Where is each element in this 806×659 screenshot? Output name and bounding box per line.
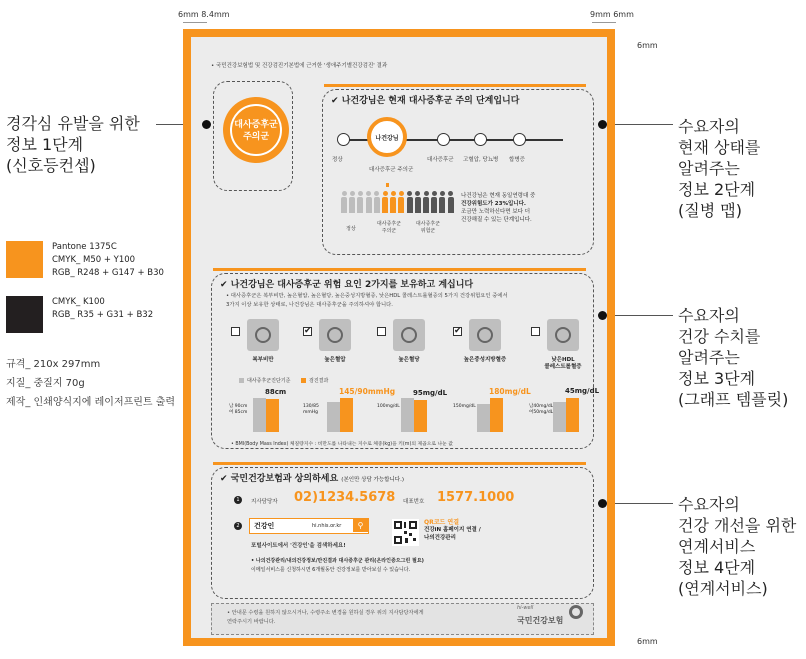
- metric-result-bar: [490, 398, 503, 432]
- factor-label: 낮은HDL 콜레스트롤혈증: [544, 357, 582, 370]
- qr-code-icon[interactable]: [392, 519, 419, 546]
- metric-standard-bar: [253, 398, 266, 432]
- section2-title: ✔ 나건강님은 대사증후군 위험 요인 2가지를 보유하고 계십니다: [220, 280, 474, 290]
- swatch-black: [6, 296, 43, 333]
- factor-label: 높은중성지방혈증: [463, 357, 507, 363]
- annotation-dot-step4: [598, 499, 607, 508]
- document-sheet: [183, 29, 615, 646]
- document-inner: [191, 37, 607, 638]
- section3-title: ✔ 국민건강보험과 상의하세요 (본인만 상담 가능합니다.): [220, 474, 404, 484]
- print-specs: 규격_ 210x 297mm 지질_ 중질지 70g 제작_ 인쇄양식지에 레이저프린트 출력: [6, 359, 176, 408]
- contact1-label: 지사담당자: [251, 499, 278, 505]
- factor-checkbox[interactable]: ✔: [304, 326, 312, 336]
- stage-label-normal: 정상: [332, 157, 343, 163]
- service-note: • 나의건강관리/내의건강정보/만진결과 대사증후군 관리(온라인증으그린 필요) 이메일서비스를 신청하시면 6개월동안 건강정보를 받아보실 수 있습니다.: [251, 558, 424, 573]
- brand-en: hi-well: [517, 605, 534, 611]
- swatch-black-info: CMYK_ K100 RGB_ R35 + G31 + B32: [52, 297, 154, 320]
- pop-label-caution: 대사증후군 주의군: [376, 221, 402, 234]
- section1-title: ✔ 나건강님은 현재 대사증후군 주의 단계입니다: [331, 96, 520, 106]
- dim-top-right: 9mm 6mm: [590, 10, 634, 19]
- stage-current-label: 나건강님: [375, 135, 399, 142]
- doc-topnote: • 국민건강보험법 및 건강검진기본법에 근거한 '생애주기별건강검진' 결과: [211, 63, 388, 69]
- dim-right-bottom: 6mm: [637, 637, 658, 646]
- contact2-phone[interactable]: 1577.1000: [437, 490, 515, 505]
- metric-result-bar: [266, 399, 279, 432]
- search-box[interactable]: [249, 518, 369, 534]
- metric-reference: 150mg/dL: [453, 404, 476, 409]
- metric-reference: 100mg/dL: [377, 404, 400, 409]
- factor-label: 복부비만: [252, 357, 274, 363]
- dim-top-left: 6mm 8.4mm: [178, 10, 230, 19]
- badge-line2: 주의군: [242, 132, 270, 142]
- search-url: hi.nhis.or.kr: [312, 523, 342, 529]
- factor-checkbox[interactable]: ✔: [454, 326, 462, 336]
- footer-note: • 안내문 수령을 원하지 않으시거나, 수령주소 변경을 원하실 경우 위의 지사담당자에게 연락주시기 바랍니다.: [227, 610, 424, 625]
- metric-value: 95mg/dL: [413, 388, 448, 397]
- metric-standard-bar: [553, 402, 566, 432]
- pop-label-normal: 정상: [346, 226, 356, 232]
- factor-label: 높은혈당: [398, 357, 420, 363]
- search-icon[interactable]: ⚲: [353, 519, 368, 532]
- factor-label: 높은혈압: [324, 357, 346, 363]
- swatch-orange-info: Pantone 1375C CMYK_ M50 + Y100 RGB_ R248 + G147 + B30: [52, 242, 164, 278]
- metric-value: 180mg/dL: [489, 387, 531, 396]
- stage-sub-label: 대사증후군 주의군: [369, 167, 414, 173]
- metric-standard-bar: [477, 404, 490, 432]
- search-term: 건강인: [254, 522, 275, 530]
- metric-reference: 남 90cm 여 85cm: [229, 404, 248, 415]
- annotation-step1: 경각심 유발을 위한 정보 1단계 (신호등컨셉): [6, 114, 140, 175]
- metric-value: 45mg/dL: [565, 387, 600, 395]
- stage-label-metabolic: 대사증후군: [427, 157, 454, 163]
- qr-title: QR코드 연결: [424, 519, 459, 526]
- swatch-orange: [6, 241, 43, 278]
- section3-bar: [213, 462, 586, 465]
- badge-line1: 대사증후군: [234, 120, 278, 130]
- metric-reference: 남40mg/dL 여50mg/dL: [529, 404, 554, 415]
- metric-standard-bar: [327, 402, 340, 432]
- legend-std-label: 대사증후군진단기준: [247, 378, 291, 384]
- pop-label-risk: 대사증후군 위험군: [415, 221, 441, 234]
- check-icon: ✔: [220, 280, 228, 290]
- annotation-step4: 수요자의 건강 개선을 위한 연계서비스 정보 4단계 (연계서비스): [678, 495, 797, 598]
- portal-text: 포털사이트에서 '건강인'을 검색하세요!: [251, 543, 346, 549]
- annotation-dot-step3: [598, 311, 607, 320]
- step-number-1: 1: [234, 496, 242, 504]
- metric-value: 88cm: [265, 387, 287, 396]
- check-icon: ✔: [220, 474, 228, 484]
- metric-result-bar: [340, 398, 353, 432]
- bmi-note: • BMI(Body Mass Index) 체질량지수 : 비만도를 나타내는 지수로 체중(kg)을 키(m)의 제곱으로 나눈 값: [231, 442, 453, 447]
- section2-desc: • 대사증후군은 복부비만, 높은혈압, 높은혈당, 높은중성지방혈증, 낮은HDL 콜레스트롤혈증의 5가지 건강위험요인 중에서 3가지 이상 보유한 상태로, 나건강님은 대사증후군을 주의하셔야 합니다.: [226, 293, 508, 308]
- metric-result-bar: [414, 400, 427, 432]
- brand-ko: 국민건강보험: [517, 616, 564, 625]
- metric-standard-bar: [401, 398, 414, 432]
- contact1-phone[interactable]: 02)1234.5678: [294, 490, 396, 505]
- stage-label-complication: 합병증: [509, 157, 525, 163]
- step-number-2: 2: [234, 522, 242, 530]
- population-text: 나건강님은 현재 동일연령대 중 건강위험도가 23%입니다. 조금만 노력하신다면 보다 더 건강해질 수 있는 단계입니다.: [461, 193, 536, 223]
- annotation-dot-step1: [202, 120, 211, 129]
- annotation-step3: 수요자의 건강 수치를 알려주는 정보 3단계 (그래프 템플릿): [678, 306, 789, 409]
- qr-text: 건강iN 홈페이지 연결 / 나의건강관리: [424, 527, 481, 541]
- brand-logo-icon: [569, 605, 583, 619]
- stage-label-hypertension: 고혈압, 당뇨병: [463, 157, 499, 163]
- metric-value: 145/90mmHg: [339, 387, 396, 396]
- metric-reference: 130/85 mmHg: [303, 404, 319, 415]
- legend-res-label: 검진결과: [309, 378, 329, 384]
- metric-result-bar: [566, 398, 579, 432]
- annotation-dot-step2: [598, 120, 607, 129]
- dim-right-top: 6mm: [637, 41, 658, 50]
- contact2-label: 대표번호: [403, 499, 425, 505]
- check-icon: ✔: [331, 96, 339, 106]
- annotation-step2: 수요자의 현재 상태를 알려주는 정보 2단계 (질병 맵): [678, 117, 761, 220]
